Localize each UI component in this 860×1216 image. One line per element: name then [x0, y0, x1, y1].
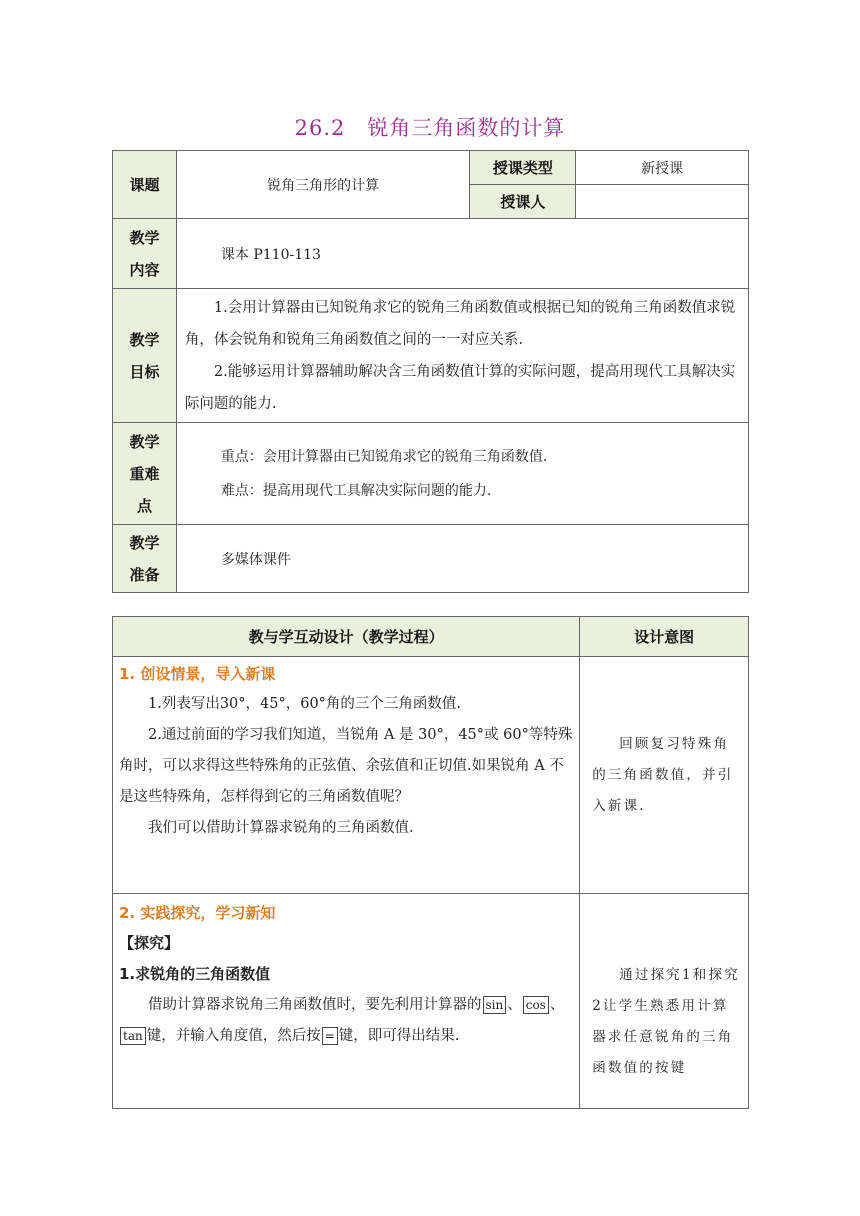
- teacher-label: 授课人: [470, 185, 576, 219]
- key-label-line2: 重难: [129, 464, 160, 483]
- topic-value: 锐角三角形的计算: [176, 151, 470, 219]
- key-label-line1: 教学: [129, 432, 160, 451]
- section-1: [113, 657, 580, 894]
- prep-label-line1: 教学: [129, 533, 160, 552]
- goal-1: 1.会用计算器由已知锐角求它的锐角三角函数值或根据已知的锐角三角函数值求锐角，体会锐角和锐角三角函数值之间的一一对应关系.: [184, 299, 736, 348]
- lesson-info-table: [112, 150, 749, 593]
- section-2: [113, 894, 580, 1109]
- section-2-title: 2. 实践探究，学习新知: [119, 904, 276, 922]
- content-label-line2: 内容: [129, 260, 160, 279]
- key-content: [176, 423, 748, 525]
- sin-key: sin: [483, 996, 507, 1014]
- goal-content: [176, 289, 748, 423]
- key-separator-1: 、: [507, 997, 522, 1013]
- col-header-main: 教与学互动设计（教学过程）: [113, 617, 580, 657]
- section-1-p3: 我们可以借助计算器求锐角的三角函数值.: [148, 820, 414, 836]
- key-label-line3: 点: [136, 496, 152, 515]
- prep-value: 多媒体课件: [176, 525, 748, 593]
- content-value: 课本 P110-113: [176, 219, 748, 289]
- goal-2: 2.能够运用计算器辅助解决含三角函数值计算的实际问题，提高用现代工具解决实际问题的能力.: [184, 363, 736, 412]
- section-1-p2: 2.通过前面的学习我们知道，当锐角 A 是 30°，45°或 60°等特殊角时，可以求得这些特殊角的正弦值、余弦值和正切值.如果锐角 A 不是这些特殊角，怎样得到它的三角函数值呢？: [119, 727, 573, 805]
- teacher-value: [576, 185, 749, 219]
- subsection-1-title: 1.求锐角的三角函数值: [119, 965, 271, 983]
- section-2-intent: [580, 894, 749, 1109]
- prep-label-line2: 准备: [129, 565, 160, 584]
- goal-label-line1: 教学: [129, 330, 160, 349]
- equals-key: =: [322, 1027, 338, 1045]
- explore-heading: 【探究】: [119, 934, 180, 952]
- section-1-intent-text: 回顾复习特殊角的三角函数值，并引入新课.: [592, 735, 734, 814]
- difficult-point: 难点：提高用现代工具解决实际问题的能力.: [220, 482, 492, 499]
- goal-label: [113, 289, 177, 423]
- type-label: 授课类型: [470, 151, 576, 185]
- section-2-p1-a: 借助计算器求锐角三角函数值时，要先利用计算器的: [148, 997, 482, 1013]
- prep-label: [113, 525, 177, 593]
- topic-label: 课题: [113, 151, 177, 219]
- content-label: [113, 219, 177, 289]
- section-2-intent-text: 通过探究1和探究2让学生熟悉用计算器求任意锐角的三角函数值的按键: [592, 967, 740, 1076]
- cos-key: cos: [523, 996, 549, 1014]
- key-label: [113, 423, 177, 525]
- page-title: 26.2 锐角三角函数的计算: [294, 116, 566, 140]
- section-1-title: 1. 创设情景，导入新课: [119, 665, 276, 683]
- key-point: 重点：会用计算器由已知锐角求它的锐角三角函数值.: [220, 448, 548, 465]
- teaching-process-table: [112, 616, 749, 1109]
- goal-label-line2: 目标: [129, 362, 160, 381]
- section-1-p1: 1.列表写出30°，45°，60°角的三个三角函数值.: [148, 696, 462, 712]
- section-2-p1-c: 键，即可得出结果.: [338, 1028, 460, 1044]
- section-2-p1: [113, 990, 579, 1052]
- section-2-p1-b: 键，并输入角度值，然后按: [146, 1028, 321, 1044]
- key-separator-2: 、: [549, 997, 565, 1013]
- tan-key: tan: [120, 1027, 146, 1045]
- section-1-intent: [580, 657, 749, 894]
- content-label-line1: 教学: [129, 228, 160, 247]
- type-value: 新授课: [576, 151, 749, 185]
- col-header-intent: 设计意图: [580, 617, 749, 657]
